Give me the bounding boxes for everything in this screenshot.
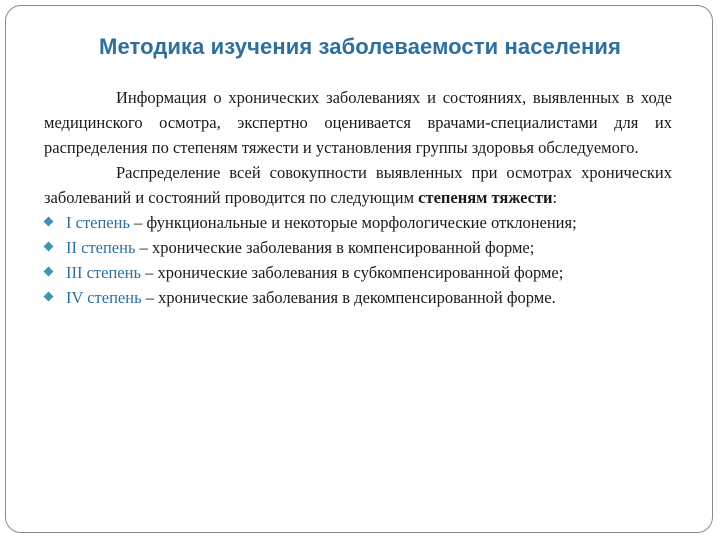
slide-body	[44, 85, 672, 310]
severity-grade-description: – функциональные и некоторые морфологические отклонения;	[130, 213, 577, 232]
list-item	[44, 210, 672, 235]
severity-grade-description: – хронические заболевания в субкомпенсированной форме;	[140, 263, 564, 282]
diamond-icon	[44, 292, 54, 302]
paragraph-distribution	[44, 160, 672, 210]
paragraph-distribution-end: :	[552, 188, 558, 207]
diamond-icon	[44, 242, 54, 252]
severity-grade-label: III степень	[66, 263, 141, 282]
severity-list	[44, 210, 672, 310]
severity-grade-label: IV степень	[66, 288, 142, 307]
severity-grade-label: I степень	[66, 213, 130, 232]
diamond-icon	[44, 267, 54, 277]
list-item	[44, 235, 672, 260]
diamond-icon	[44, 217, 54, 227]
list-item	[44, 260, 672, 285]
paragraph-distribution-text: Распределение всей совокупности выявленных при осмотрах хронических заболеваний и состояний проводится по следующим	[44, 163, 672, 207]
severity-degrees-term: степеням тяжести	[418, 188, 553, 207]
severity-grade-description: – хронические заболевания в декомпенсированной форме.	[141, 288, 556, 307]
severity-grade-description: – хронические заболевания в компенсированной форме;	[135, 238, 535, 257]
slide-title: Методика изучения заболеваемости населения	[99, 34, 621, 59]
paragraph-info: Информация о хронических заболеваниях и состояниях, выявленных в ходе медицинского осмотра, экспертно оценивается врачами-специалистами для их распределения по степеням тяжести и установления группы здоровья обследуемого.	[44, 88, 672, 157]
list-item	[44, 285, 672, 310]
severity-grade-label: II степень	[66, 238, 136, 257]
